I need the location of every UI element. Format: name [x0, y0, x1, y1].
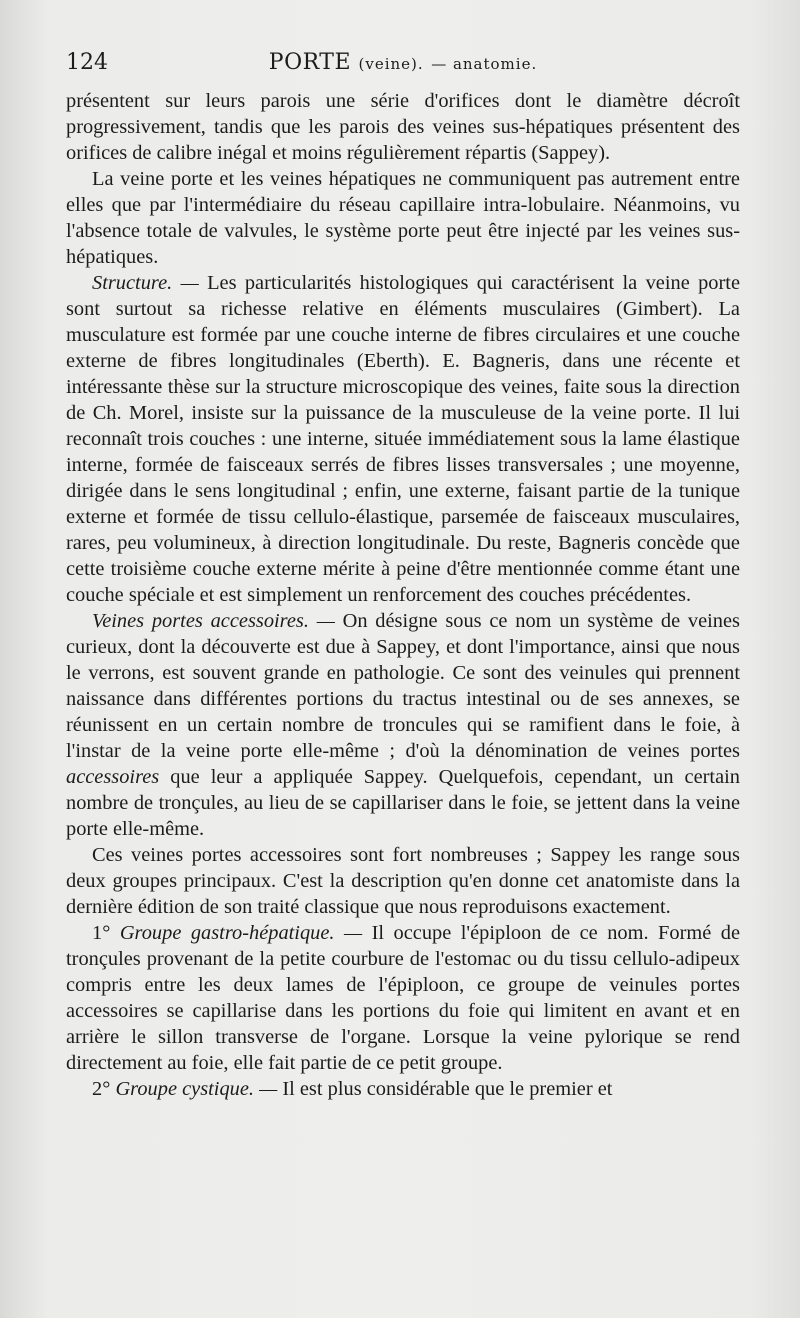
paragraph-1: présentent sur leurs parois une série d'orifices dont le diamètre décroît progressivement, tandis que les parois des veines sus-hépatiques présentent des orifices de calibre inégal et moins régulièrement répartis (Sappey).	[66, 90, 740, 164]
group-2-number: 2°	[92, 1078, 111, 1100]
header-section: — anatomie.	[431, 55, 538, 73]
group-1-number: 1°	[92, 922, 111, 944]
running-title	[66, 50, 740, 75]
heading-gastro-hepatic: Groupe gastro-hépatique. —	[110, 922, 363, 944]
header-title-sub: (veine).	[358, 55, 424, 73]
structure-text: Les particularités histologiques qui caractérisent la veine porte sont surtout sa richesse relative en éléments musculaires (Gimbert). La musculature est formée par une couche interne de fibres circulaires et une couche externe de fibres longitudinales (Eberth). E. Bagneris, dans une récente et intéressante thèse sur la structure microscopique des veines, faite sous la direction de Ch. Morel, insiste sur la puissance de la musculeuse de la veine porte. Il lui reconnaît trois couches : une interne, située immédiatement sous la lame élastique interne, formée de faisceaux serrés de fibres lisses transversales ; une moyenne, dirigée dans le sens longitudinal ; enfin, une externe, faisant partie de la tunique externe et formée de tissu cellulo-élastique, parsemée de faisceaux musculaires, rares, peu volumineux, à direction longitudinale. Du reste, Bagneris concède que cette troisième couche externe mérite à peine d'être mentionnée comme étant une couche spéciale et est simplement un renforcement des couches précédentes.	[66, 272, 740, 606]
paragraph-group-1	[66, 920, 740, 1076]
accessory-text-b: que leur a appliquée Sappey. Quelquefois, cependant, un certain nombre de tronçules, au lieu de se capillariser dans le foie, se jettent dans la veine porte elle-même.	[66, 766, 740, 840]
paragraph-groups: Ces veines portes accessoires sont fort nombreuses ; Sappey les range sous deux groupes principaux. C'est la description qu'en donne cet anatomiste dans la dernière édition de son traité classique que nous reproduisons exactement.	[66, 844, 740, 918]
running-header	[66, 50, 740, 80]
page-number: 124	[66, 50, 108, 75]
group-2-text: Il est plus considérable que le premier et	[277, 1078, 613, 1100]
group-1-text: Il occupe l'épiploon de ce nom. Formé de tronçules provenant de la petite courbure de l'estomac ou du tissu cellulo-adipeux compris entre les deux lames de l'épiploon, ce groupe de veinules portes accessoires se capillarise dans les portions du foie qui limitent en avant et en arrière le sillon transverse de l'organe. Lorsque la veine pylorique se rend directement au foie, elle fait partie de ce petit groupe.	[66, 922, 740, 1074]
paragraph-2: La veine porte et les veines hépatiques ne communiquent pas autrement entre elles que par l'intermédiaire du réseau capillaire intra-lobulaire. Néanmoins, vu l'absence totale de valvules, le système porte peut être injecté par les veines sus-hépatiques.	[66, 168, 740, 268]
heading-structure: Structure. —	[92, 272, 199, 294]
page-body	[66, 88, 740, 1102]
header-title: PORTE	[268, 50, 352, 75]
accessory-text-a: On désigne sous ce nom un système de veines curieux, dont la découverte est due à Sappey, et dont l'importance, ainsi que nous le verrons, est souvent grande en pathologie. Ce sont des veinules qui prennent naissance dans différentes portions du tractus intestinal ou de ses annexes, se réunissent en un certain nombre de troncules qui se ramifient dans le foie, à l'instar de la veine porte elle-même ; d'où la dénomination de veines portes	[66, 610, 740, 762]
paragraph-group-2	[66, 1076, 740, 1102]
accessory-emphasis: accessoires	[66, 766, 160, 788]
heading-cystic: Groupe cystique. —	[110, 1078, 278, 1100]
paragraph-structure	[66, 270, 740, 608]
paragraph-accessory-veins	[66, 608, 740, 842]
heading-accessory-veins: Veines portes accessoires. —	[92, 610, 335, 632]
